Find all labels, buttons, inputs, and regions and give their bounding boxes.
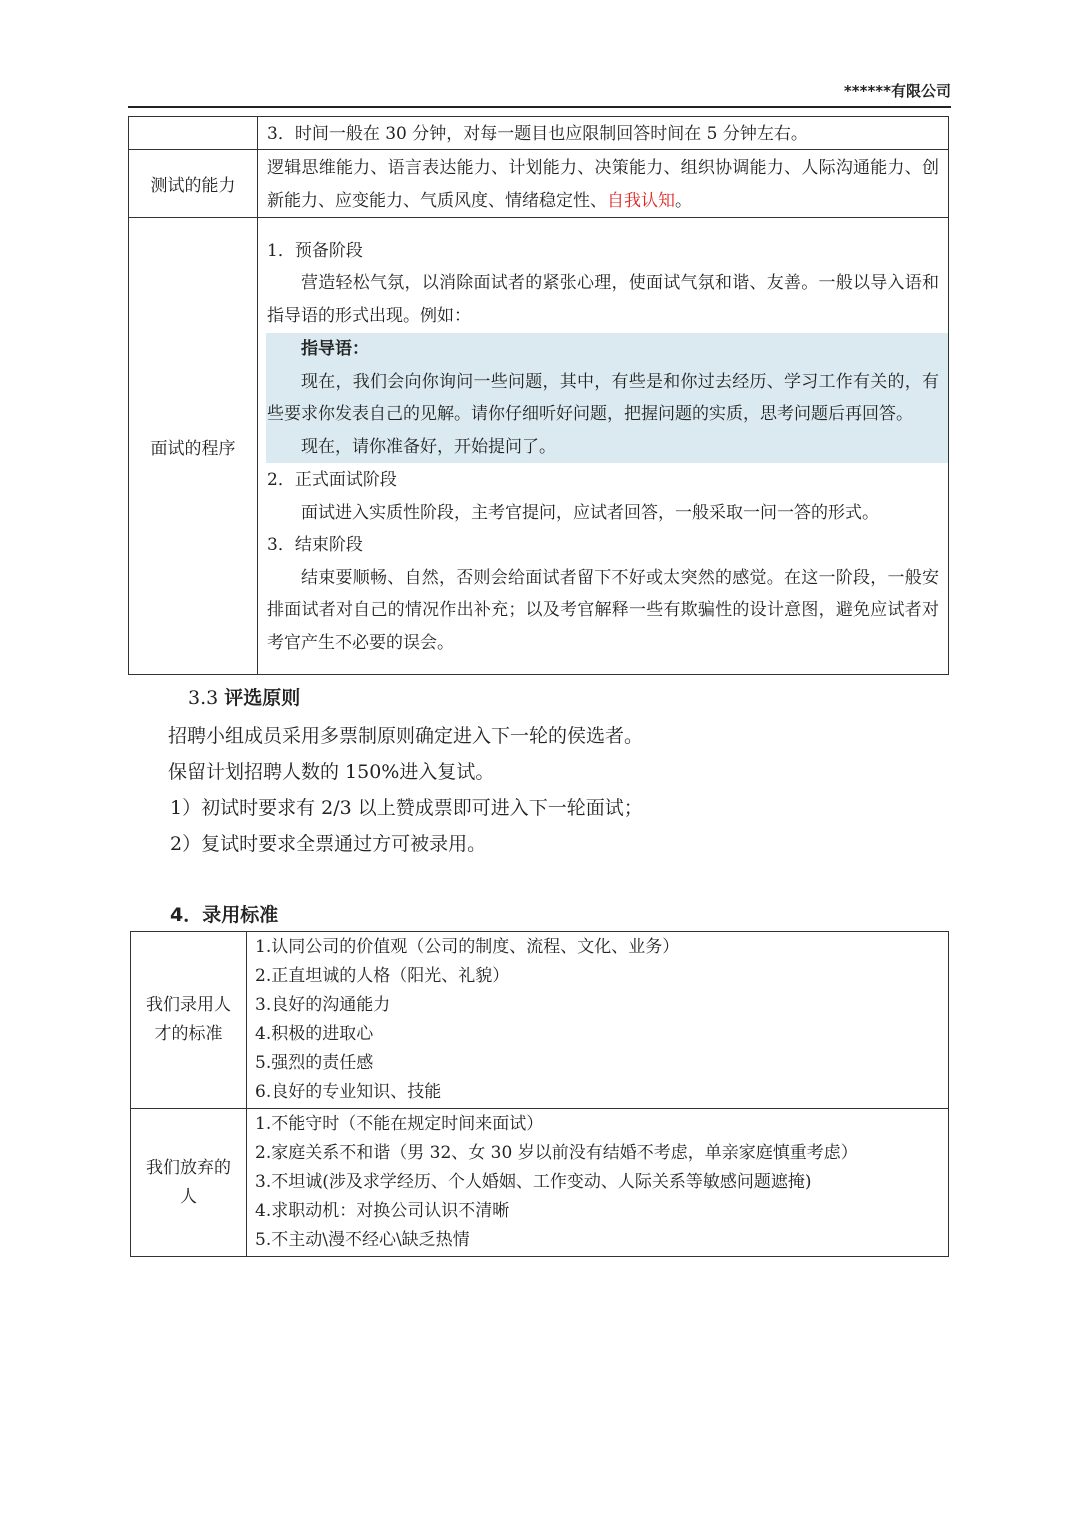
list-item: 2.家庭关系不和谐（男 32、女 30 岁以前没有结婚不考虑，单亲家庭慎重考虑）: [255, 1143, 858, 1163]
list-item: 4.求职动机：对换公司认识不清晰: [255, 1201, 510, 1221]
section-4-heading: 4．录用标准: [170, 904, 279, 926]
table-row-hire: [131, 932, 949, 1109]
ability-highlight: 自我认知: [607, 190, 675, 211]
section-3-3-body: [168, 718, 643, 862]
guide-title: 指导语：: [301, 339, 369, 360]
section-3-3-number: 3.3: [188, 687, 219, 709]
list-item: 2）复试时要求全票通过方可被录用。: [170, 833, 487, 855]
company-name: ******有限公司: [843, 82, 951, 100]
stage1-title: 1．预备阶段: [267, 240, 363, 261]
guide-text-1: 现在，我们会向你询问一些问题，其中，有些是和你过去经历、学习工作有关的，有些要求你发表自己的见解。请你仔细听好问题，把握问题的实质，思考问题后再回答。: [267, 371, 939, 425]
row-content-reject: [247, 1109, 949, 1257]
hiring-standard-table: [130, 931, 949, 1257]
stage3-text: 结束要顺畅、自然，否则会给面试者留下不好或太突然的感觉。在这一阶段，一般安排面试者对自己的情况作出补充；以及考官解释一些有欺骗性的设计意图，避免应试者对考官产生不必要的误会。: [267, 567, 939, 653]
guide-box: [266, 333, 948, 463]
stage3-title: 3．结束阶段: [267, 535, 363, 556]
list-item: 4.积极的进取心: [255, 1024, 374, 1044]
time-text: 3．时间一般在 30 分钟，对每一题目也应限制回答时间在 5 分钟左右。: [267, 124, 808, 144]
row-content-ability: [258, 150, 949, 218]
row-content-procedure: [258, 218, 949, 675]
list-item: 3.良好的沟通能力: [255, 995, 391, 1015]
list-item: 2.正直坦诚的人格（阳光、礼貌）: [255, 966, 510, 986]
paragraph: 招聘小组成员采用多票制原则确定进入下一轮的侯选者。: [168, 725, 644, 747]
list-item: 3.不坦诚(涉及求学经历、个人婚姻、工作变动、人际关系等敏感问题遮掩): [255, 1172, 812, 1192]
row-label-ability: 测试的能力: [129, 150, 258, 218]
label-line: 我们放弃的: [146, 1157, 231, 1178]
ability-text: 逻辑思维能力、语言表达能力、计划能力、决策能力、组织协调能力、人际沟通能力、创新能力、应变能力、气质风度、情绪稳定性、: [267, 158, 939, 211]
guide-text-2: 现在，请你准备好，开始提问了。: [301, 436, 556, 457]
row-content-time: [258, 117, 949, 150]
ability-text-end: 。: [675, 190, 692, 211]
list-item: 5.强烈的责任感: [255, 1053, 374, 1073]
stage1-text: 营造轻松气氛，以消除面试者的紧张心理，使面试气氛和谐、友善。一般以导入语和指导语的形式出现。例如：: [267, 273, 939, 326]
section-3-3-title: 评选原则: [224, 687, 301, 709]
table-row-reject: [131, 1109, 949, 1257]
label-line: 才的标准: [154, 1024, 223, 1044]
table-row-procedure: [129, 218, 949, 675]
table-row-time: [129, 117, 949, 150]
section-3-3-heading: [188, 684, 300, 712]
page-header: [128, 80, 951, 108]
row-label-procedure: 面试的程序: [129, 218, 258, 675]
label-line: 人: [180, 1186, 197, 1207]
label-line: 我们录用人: [146, 995, 231, 1015]
interview-method-table: [128, 116, 949, 675]
list-item: 1）初试时要求有 2/3 以上赞成票即可进入下一轮面试；: [170, 797, 643, 819]
list-item: 5.不主动\漫不经心\缺乏热情: [255, 1230, 470, 1250]
list-item: 1.不能守时（不能在规定时间来面试）: [255, 1114, 544, 1134]
paragraph: 保留计划招聘人数的 150%进入复试。: [168, 761, 495, 783]
table-row-ability: [129, 150, 949, 218]
stage2-text: 面试进入实质性阶段，主考官提问，应试者回答，一般采取一问一答的形式。: [301, 502, 879, 523]
row-label-time: [129, 117, 258, 150]
list-item: 6.良好的专业知识、技能: [255, 1082, 442, 1102]
row-label-reject: [131, 1109, 247, 1257]
list-item: 1.认同公司的价值观（公司的制度、流程、文化、业务）: [255, 937, 680, 957]
row-content-hire: [247, 932, 949, 1109]
stage2-title: 2．正式面试阶段: [267, 470, 397, 491]
row-label-hire: [131, 932, 247, 1109]
